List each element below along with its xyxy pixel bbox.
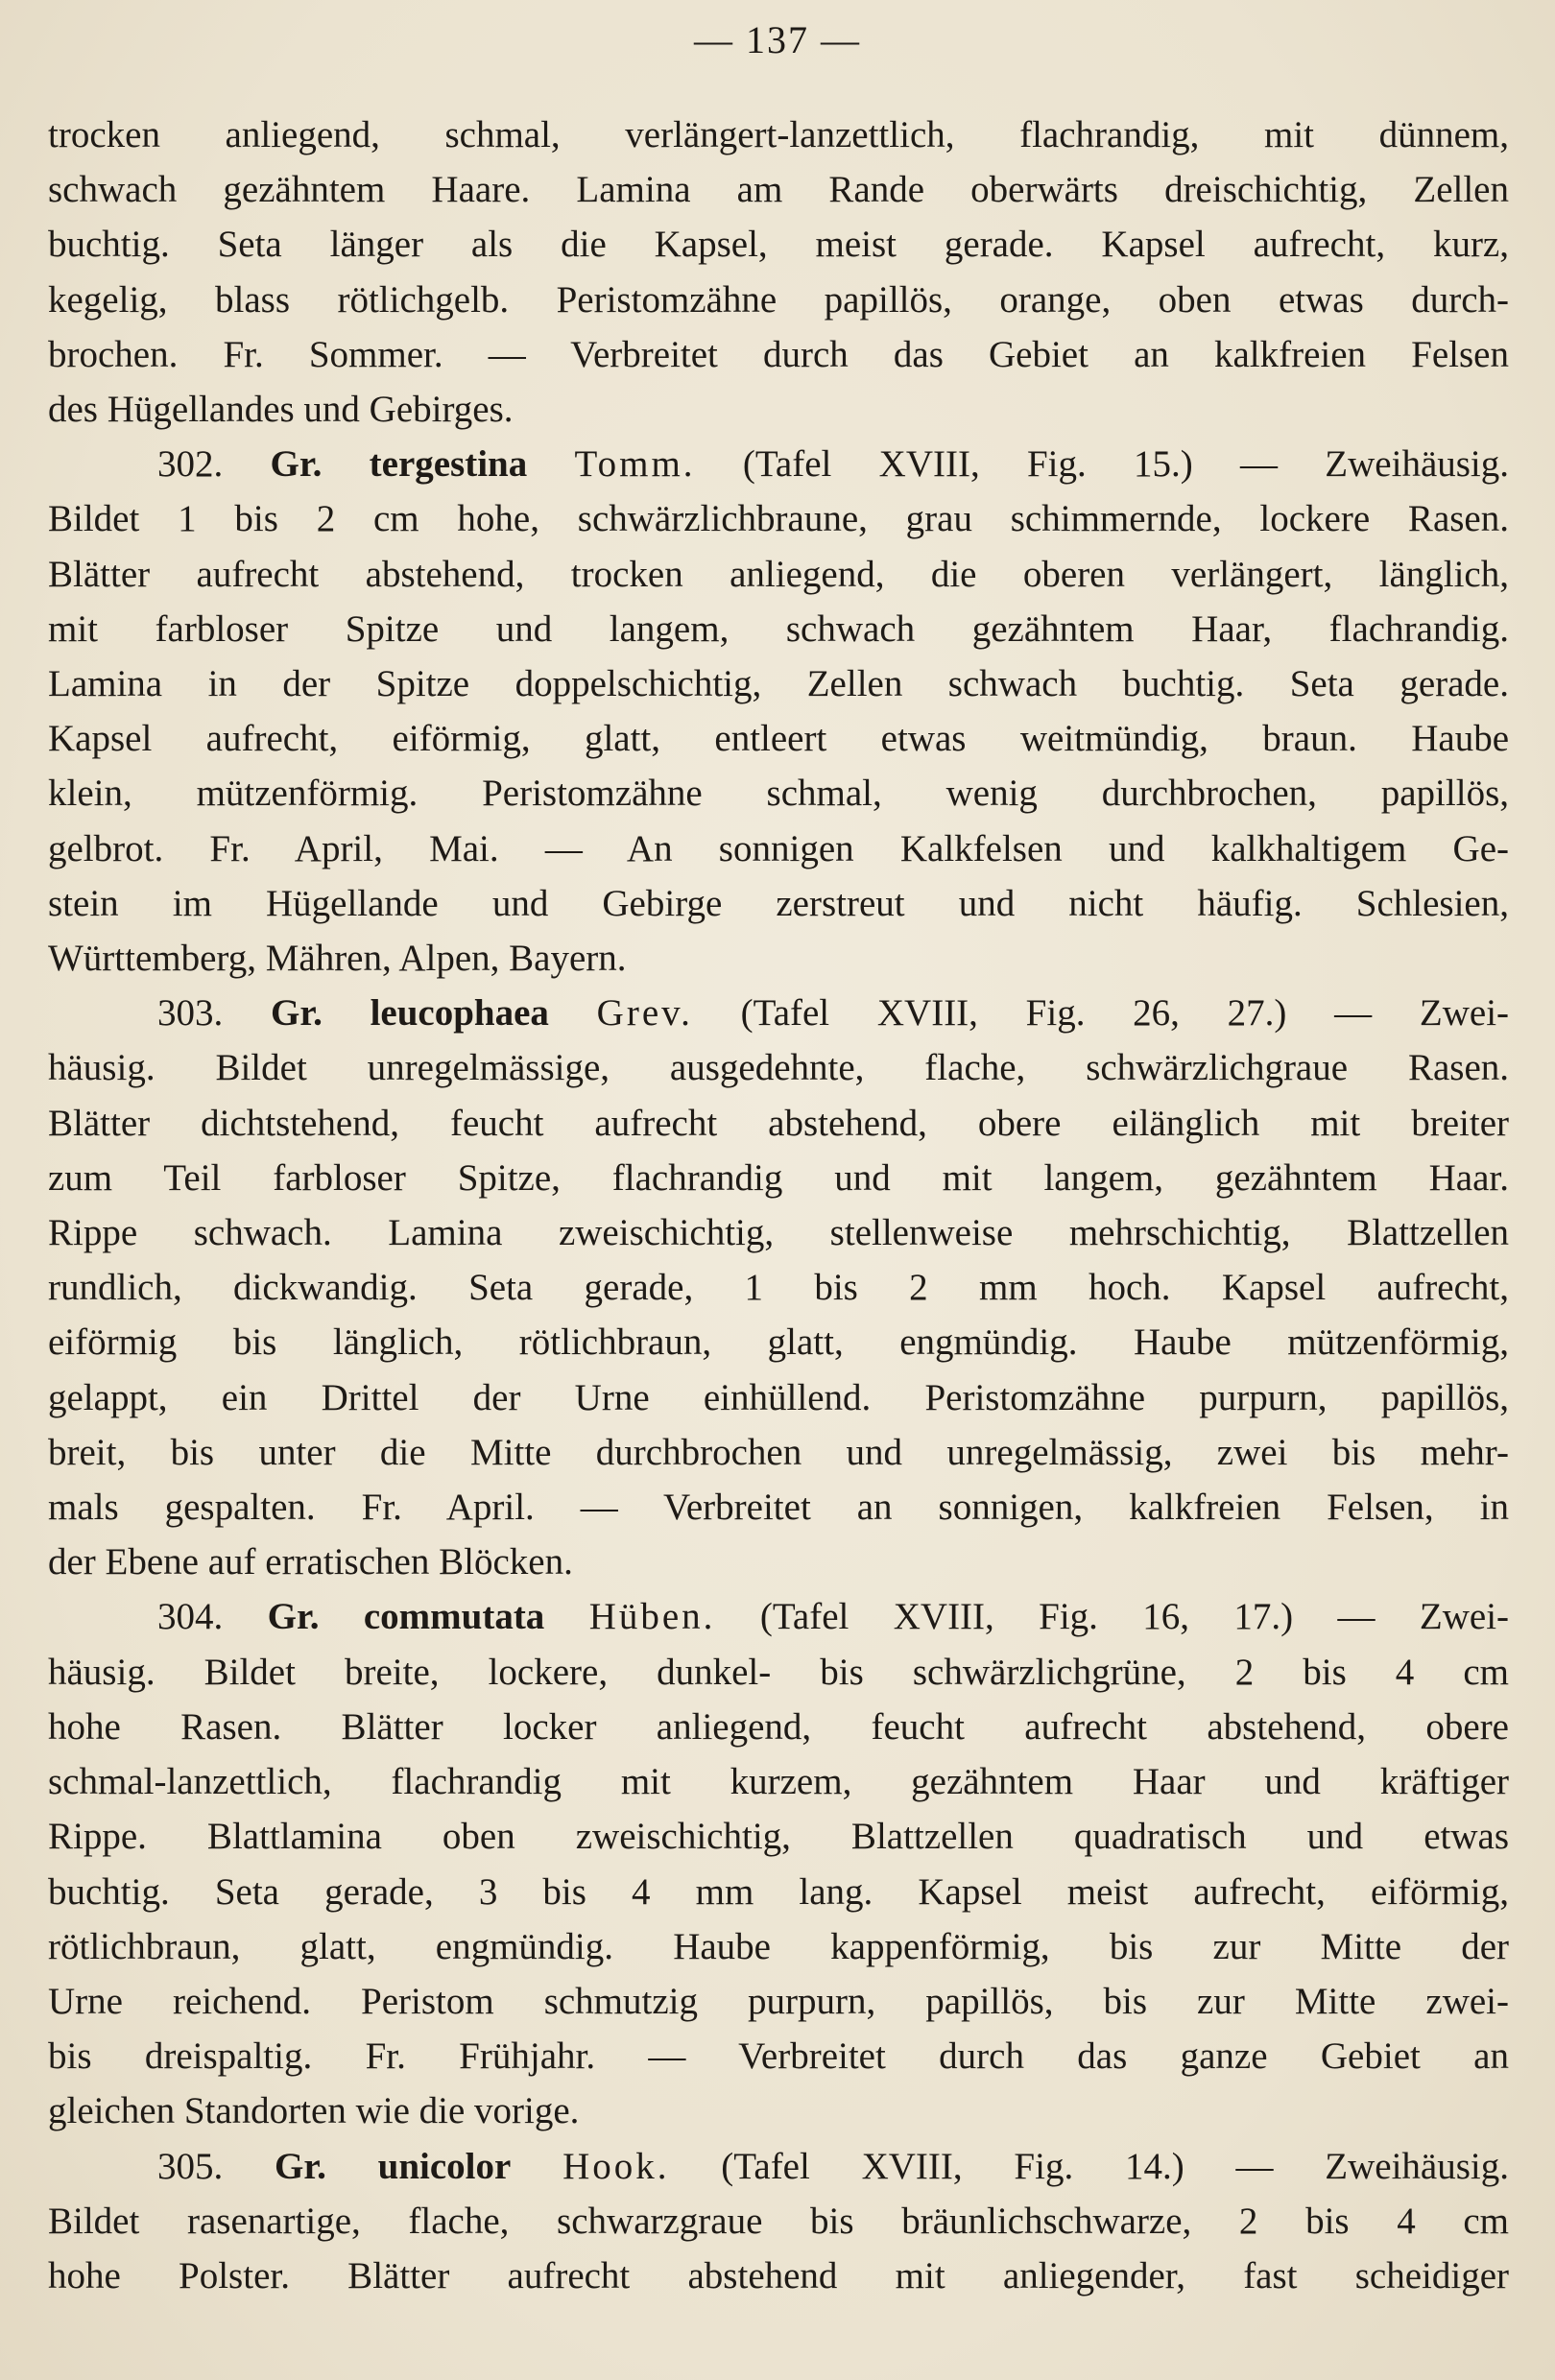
entry-heading-rest: (Tafel XVIII, Fig. 15.) — Zweihäusig. bbox=[742, 443, 1510, 486]
text-line: häusig. Bildet unregelmässige, ausgedehnte, flache, schwärzlichgraue Rasen. bbox=[48, 1047, 1509, 1089]
text-line: bis dreispaltig. Fr. Frühjahr. — Verbreitet durch das ganze Gebiet an bbox=[48, 2035, 1509, 2078]
text-line: Blätter aufrecht abstehend, trocken anliegend, die oberen verlängert, länglich, bbox=[48, 553, 1509, 595]
text-line: rundlich, dickwandig. Seta gerade, 1 bis 2 mm hoch. Kapsel aufrecht, bbox=[48, 1267, 1509, 1309]
species-entry-304 bbox=[48, 1589, 1509, 2138]
page-number: — 137 — bbox=[694, 18, 861, 61]
species-name: tergestina bbox=[369, 443, 528, 486]
entry-number: 305. bbox=[157, 2145, 224, 2187]
text-line: Rippe. Blattlamina oben zweischichtig, Blattzellen quadratisch und etwas bbox=[48, 1816, 1509, 1858]
entry-number: 304. bbox=[157, 1596, 224, 1638]
text-line: rötlichbraun, glatt, engmündig. Haube kappenförmig, bis zur Mitte der bbox=[48, 1925, 1509, 1967]
entry-heading-rest: (Tafel XVIII, Fig. 14.) — Zweihäusig. bbox=[721, 2145, 1509, 2187]
text-line: Lamina in der Spitze doppelschichtig, Zellen schwach buchtig. Seta gerade. bbox=[48, 663, 1509, 705]
text-line: stein im Hügellande und Gebirge zerstreut und nicht häufig. Schlesien, bbox=[48, 882, 1509, 924]
text-line: hohe Rasen. Blätter locker anliegend, feucht aufrecht abstehend, obere bbox=[48, 1705, 1509, 1748]
entry-heading-line bbox=[48, 986, 1509, 1040]
text-line: häusig. Bildet breite, lockere, dunkel- bis schwärzlichgrüne, 2 bis 4 cm bbox=[48, 1651, 1509, 1693]
text-line: buchtig. Seta länger als die Kapsel, meist gerade. Kapsel aufrecht, kurz, bbox=[48, 224, 1509, 266]
text-line: schmal-lanzettlich, flachrandig mit kurzem, gezähntem Haar und kräftiger bbox=[48, 1761, 1509, 1803]
text-line: mit farbloser Spitze und langem, schwach gezähntem Haar, flachrandig. bbox=[48, 607, 1509, 650]
text-line: klein, mützenförmig. Peristomzähne schmal, wenig durchbrochen, papillös, bbox=[48, 773, 1509, 815]
text-line: eiförmig bis länglich, rötlichbraun, glatt, engmündig. Haube mützenförmig, bbox=[48, 1321, 1509, 1364]
text-line: gelbrot. Fr. April, Mai. — An sonnigen Kalkfelsen und kalkhaltigem Ge- bbox=[48, 827, 1509, 869]
text-line: Blätter dichtstehend, feucht aufrecht abstehend, obere eilänglich mit breiter bbox=[48, 1102, 1509, 1144]
species-name: unicolor bbox=[377, 2145, 512, 2187]
author-name: Hook. bbox=[562, 2145, 670, 2187]
text-body bbox=[48, 107, 1509, 2303]
text-line: hohe Polster. Blätter aufrecht abstehend mit anliegender, fast scheidiger bbox=[48, 2254, 1509, 2297]
species-entry-303 bbox=[48, 986, 1509, 1589]
author-name: Tomm. bbox=[574, 443, 696, 486]
entry-heading-line bbox=[48, 1589, 1509, 1644]
genus-abbrev: Gr. bbox=[267, 1596, 320, 1638]
text-line: buchtig. Seta gerade, 3 bis 4 mm lang. Kapsel meist aufrecht, eiförmig, bbox=[48, 1870, 1509, 1913]
intro-paragraph bbox=[48, 107, 1509, 437]
text-line: mals gespalten. Fr. April. — Verbreitet an sonnigen, kalkfreien Felsen, in bbox=[48, 1487, 1509, 1529]
text-line: Bildet 1 bis 2 cm hohe, schwärzlichbraune, grau schimmernde, lockere Rasen. bbox=[48, 498, 1509, 540]
text-line: zum Teil farbloser Spitze, flachrandig und mit langem, gezähntem Haar. bbox=[48, 1156, 1509, 1199]
species-name: leucophaea bbox=[370, 992, 549, 1035]
text-line: Württemberg, Mähren, Alpen, Bayern. bbox=[48, 938, 627, 980]
text-line: Bildet rasenartige, flache, schwarzgraue bis bräunlichschwarze, 2 bis 4 cm bbox=[48, 2200, 1509, 2242]
text-line: des Hügellandes und Gebirges. bbox=[48, 389, 514, 431]
author-name: Hüben. bbox=[588, 1596, 716, 1638]
text-line: der Ebene auf erratischen Blöcken. bbox=[48, 1541, 573, 1583]
entry-heading-line bbox=[48, 2139, 1509, 2194]
text-line: Rippe schwach. Lamina zweischichtig, stellenweise mehrschichtig, Blattzellen bbox=[48, 1212, 1509, 1254]
text-line: Kapsel aufrecht, eiförmig, glatt, entleert etwas weitmündig, braun. Haube bbox=[48, 718, 1509, 760]
text-line: trocken anliegend, schmal, verlängert-lanzettlich, flachrandig, mit dünnem, bbox=[48, 114, 1509, 155]
entry-number: 302. bbox=[157, 443, 224, 486]
species-entry-305 bbox=[48, 2139, 1509, 2304]
species-name: commutata bbox=[363, 1596, 545, 1638]
text-line: kegelig, blass rötlichgelb. Peristomzähne papillös, orange, oben etwas durch- bbox=[48, 278, 1509, 321]
text-line: breit, bis unter die Mitte durchbrochen und unregelmässig, zwei bis mehr- bbox=[48, 1431, 1509, 1473]
text-line: schwach gezähntem Haare. Lamina am Rande oberwärts dreischichtig, Zellen bbox=[48, 169, 1509, 211]
genus-abbrev: Gr. bbox=[270, 443, 323, 486]
entry-heading-line bbox=[48, 437, 1509, 491]
genus-abbrev: Gr. bbox=[275, 2145, 326, 2187]
author-name: Grev. bbox=[596, 992, 693, 1035]
species-entry-302 bbox=[48, 437, 1509, 986]
text-line: gelappt, ein Drittel der Urne einhüllend. Peristomzähne purpurn, papillös, bbox=[48, 1376, 1509, 1418]
text-line: Urne reichend. Peristom schmutzig purpurn, papillös, bis zur Mitte zwei- bbox=[48, 1980, 1509, 2022]
genus-abbrev: Gr. bbox=[271, 992, 323, 1035]
entry-heading-rest: (Tafel XVIII, Fig. 16, 17.) — Zwei- bbox=[759, 1596, 1510, 1638]
text-line: gleichen Standorten wie die vorige. bbox=[48, 2090, 580, 2132]
entry-heading-rest: (Tafel XVIII, Fig. 26, 27.) — Zwei- bbox=[740, 992, 1510, 1035]
text-line: brochen. Fr. Sommer. — Verbreitet durch das Gebiet an kalkfreien Felsen bbox=[48, 333, 1509, 375]
entry-number: 303. bbox=[157, 992, 224, 1035]
